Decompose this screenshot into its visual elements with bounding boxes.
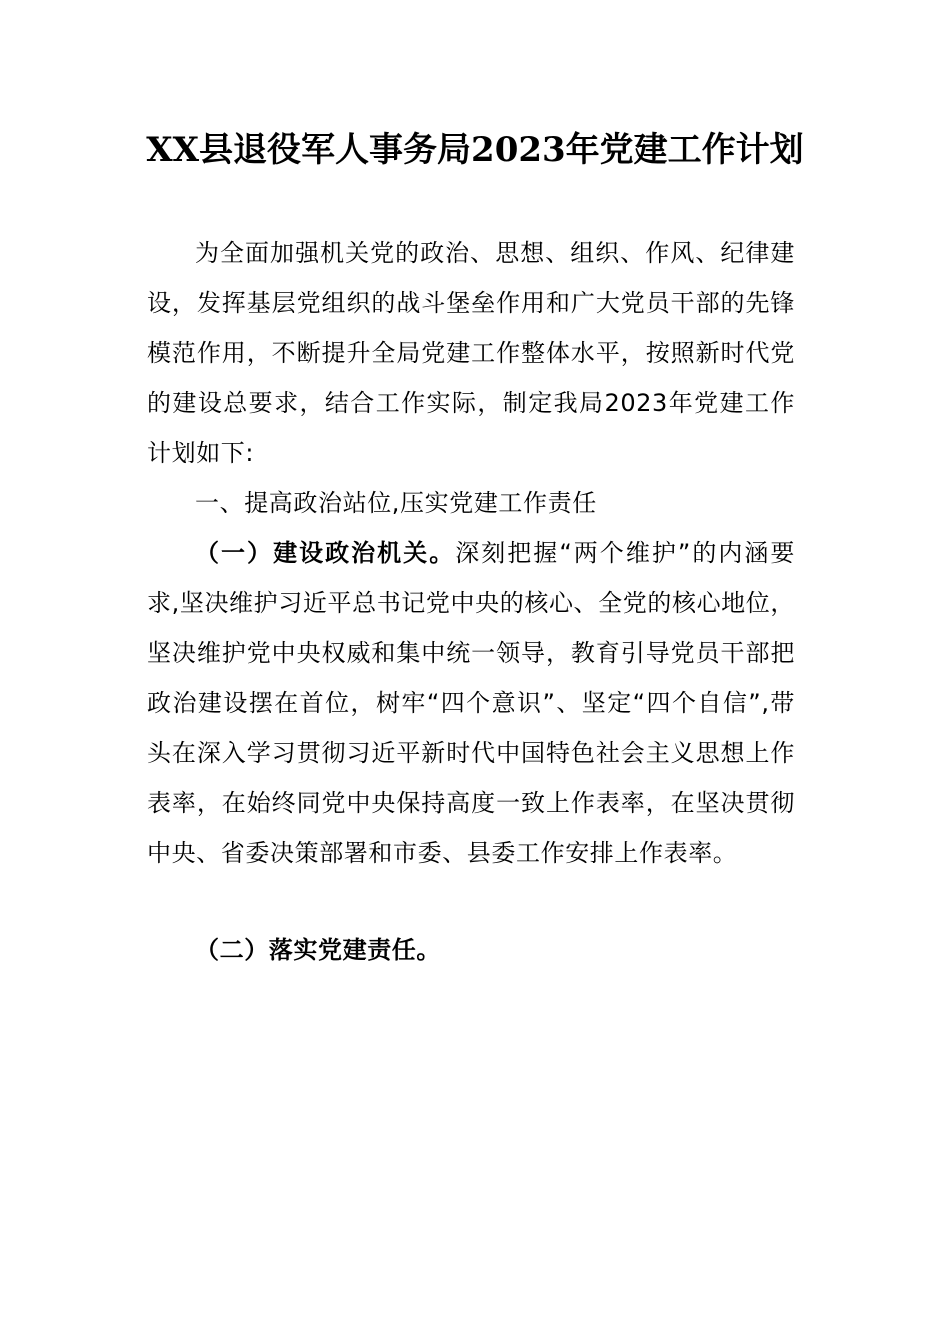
section-1-paragraph-1 <box>147 528 795 878</box>
intro-paragraph: 为全面加强机关党的政治、思想、组织、作风、纪律建设，发挥基层党组织的战斗堡垒作用和广大党员干部的先锋模范作用，不断提升全局党建工作整体水平，按照新时代党的建设总要求，结合工作实际，制定我局2023年党建工作计划如下: <box>147 239 795 467</box>
subsection-text-1: 深刻把握“两个维护”的内涵要求,坚决维护习近平总书记党中央的核心、全党的核心地位，坚决维护党中央权威和集中统一领导，教育引导党员干部把政治建设摆在首位，树牢“四个意识”、坚定“四个自信”,带头在深入学习贯彻习近平新时代中国特色社会主义思想上作表率，在始终同党中央保持高度一致上作表率，在坚决贯彻中央、省委决策部署和市委、县委工作安排上作表率。 <box>147 539 795 867</box>
subsection-title-2: （二）落实党建责任。 <box>195 936 441 964</box>
subsection-title-1: （一）建设政治机关。 <box>195 539 456 567</box>
document-title: XX县退役军人事务局2023年党建工作计划 <box>146 130 804 170</box>
section-heading-1: 一、提高政治站位,压实党建工作责任 <box>195 489 597 517</box>
